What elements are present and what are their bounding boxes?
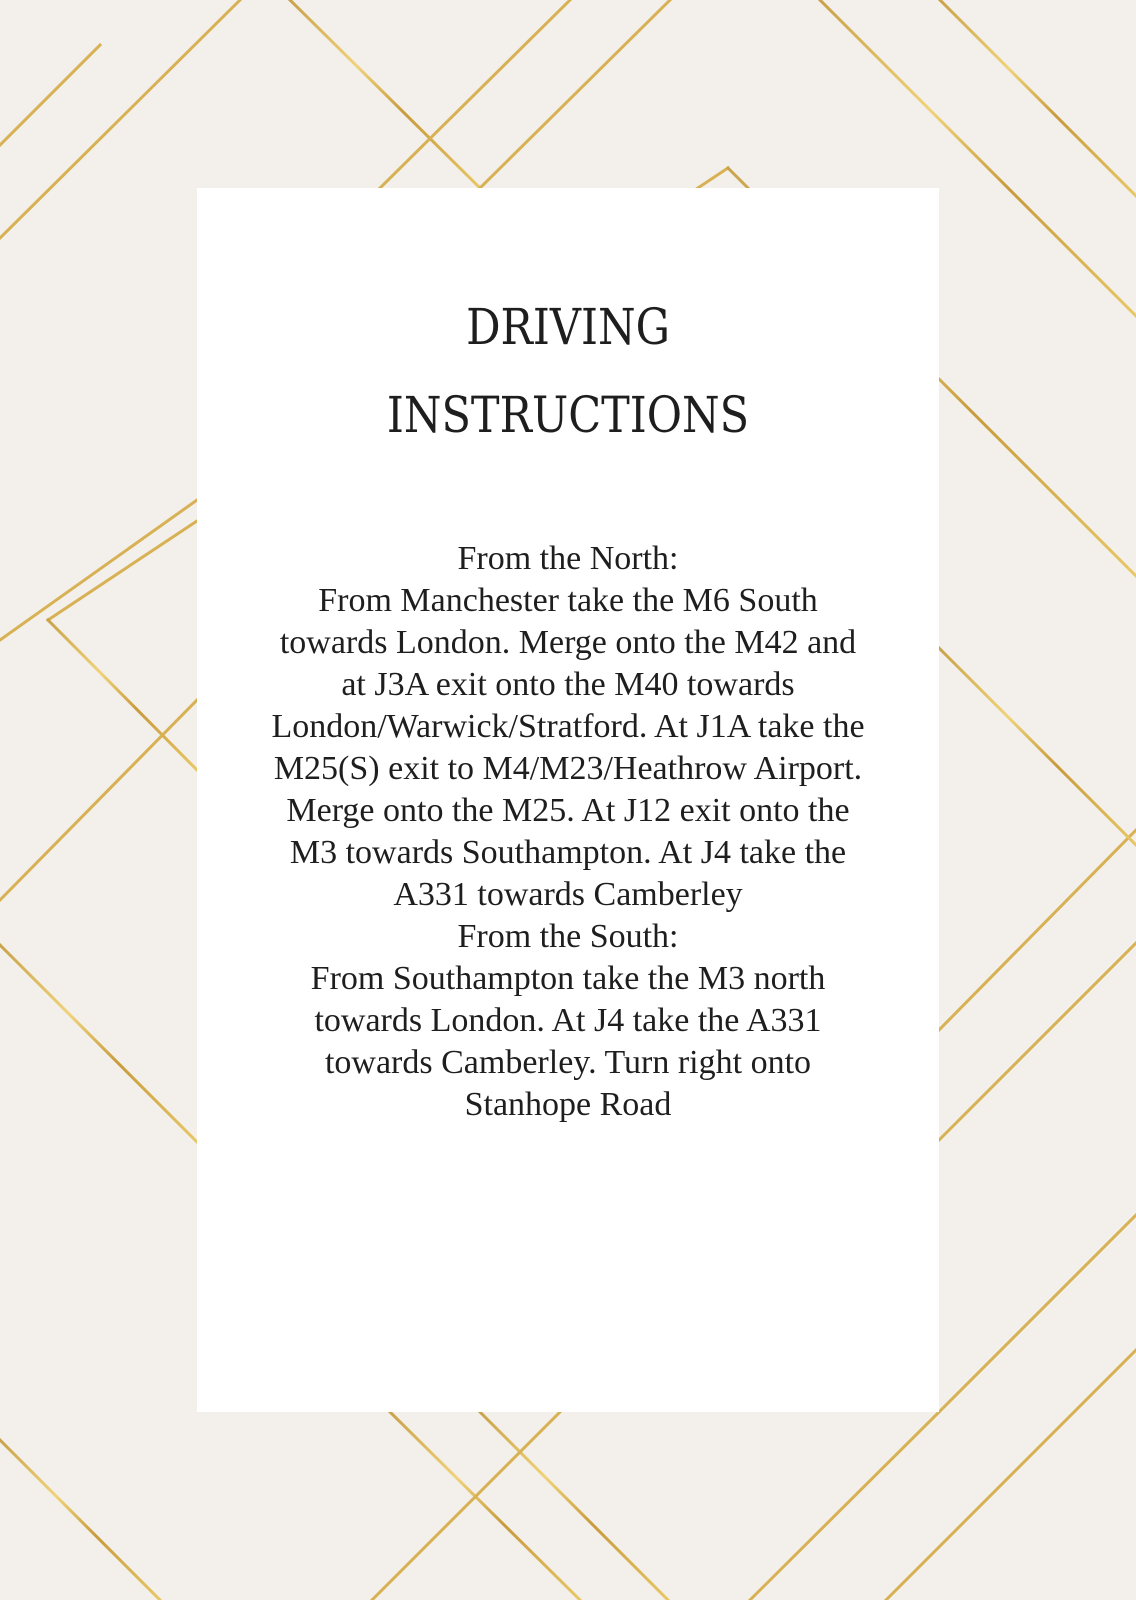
south-line: Stanhope Road [464,1086,672,1123]
south-line: towards London. At J4 take the A331 [314,1002,822,1039]
page-title [249,283,887,459]
title-line-1: DRIVING [466,298,670,356]
title-line-2: INSTRUCTIONS [386,386,750,444]
south-line: From Southampton take the M3 north [310,960,826,997]
north-line: M25(S) exit to M4/M23/Heathrow Airport. [273,750,863,787]
content-card [197,188,939,1412]
south-heading: From the South: [457,918,679,955]
south-line: towards Camberley. Turn right onto [324,1044,812,1081]
north-line: A331 towards Camberley [393,876,743,913]
north-line: London/Warwick/Stratford. At J1A take the [271,708,865,745]
north-line: towards London. Merge onto the M42 and [279,624,857,661]
north-line: M3 towards Southampton. At J4 take the [289,834,847,871]
directions-text [217,538,919,1126]
north-line: at J3A exit onto the M40 towards [341,666,795,703]
north-heading: From the North: [457,540,679,577]
north-line: Merge onto the M25. At J12 exit onto the [286,792,850,829]
north-line: From Manchester take the M6 South [318,582,818,619]
